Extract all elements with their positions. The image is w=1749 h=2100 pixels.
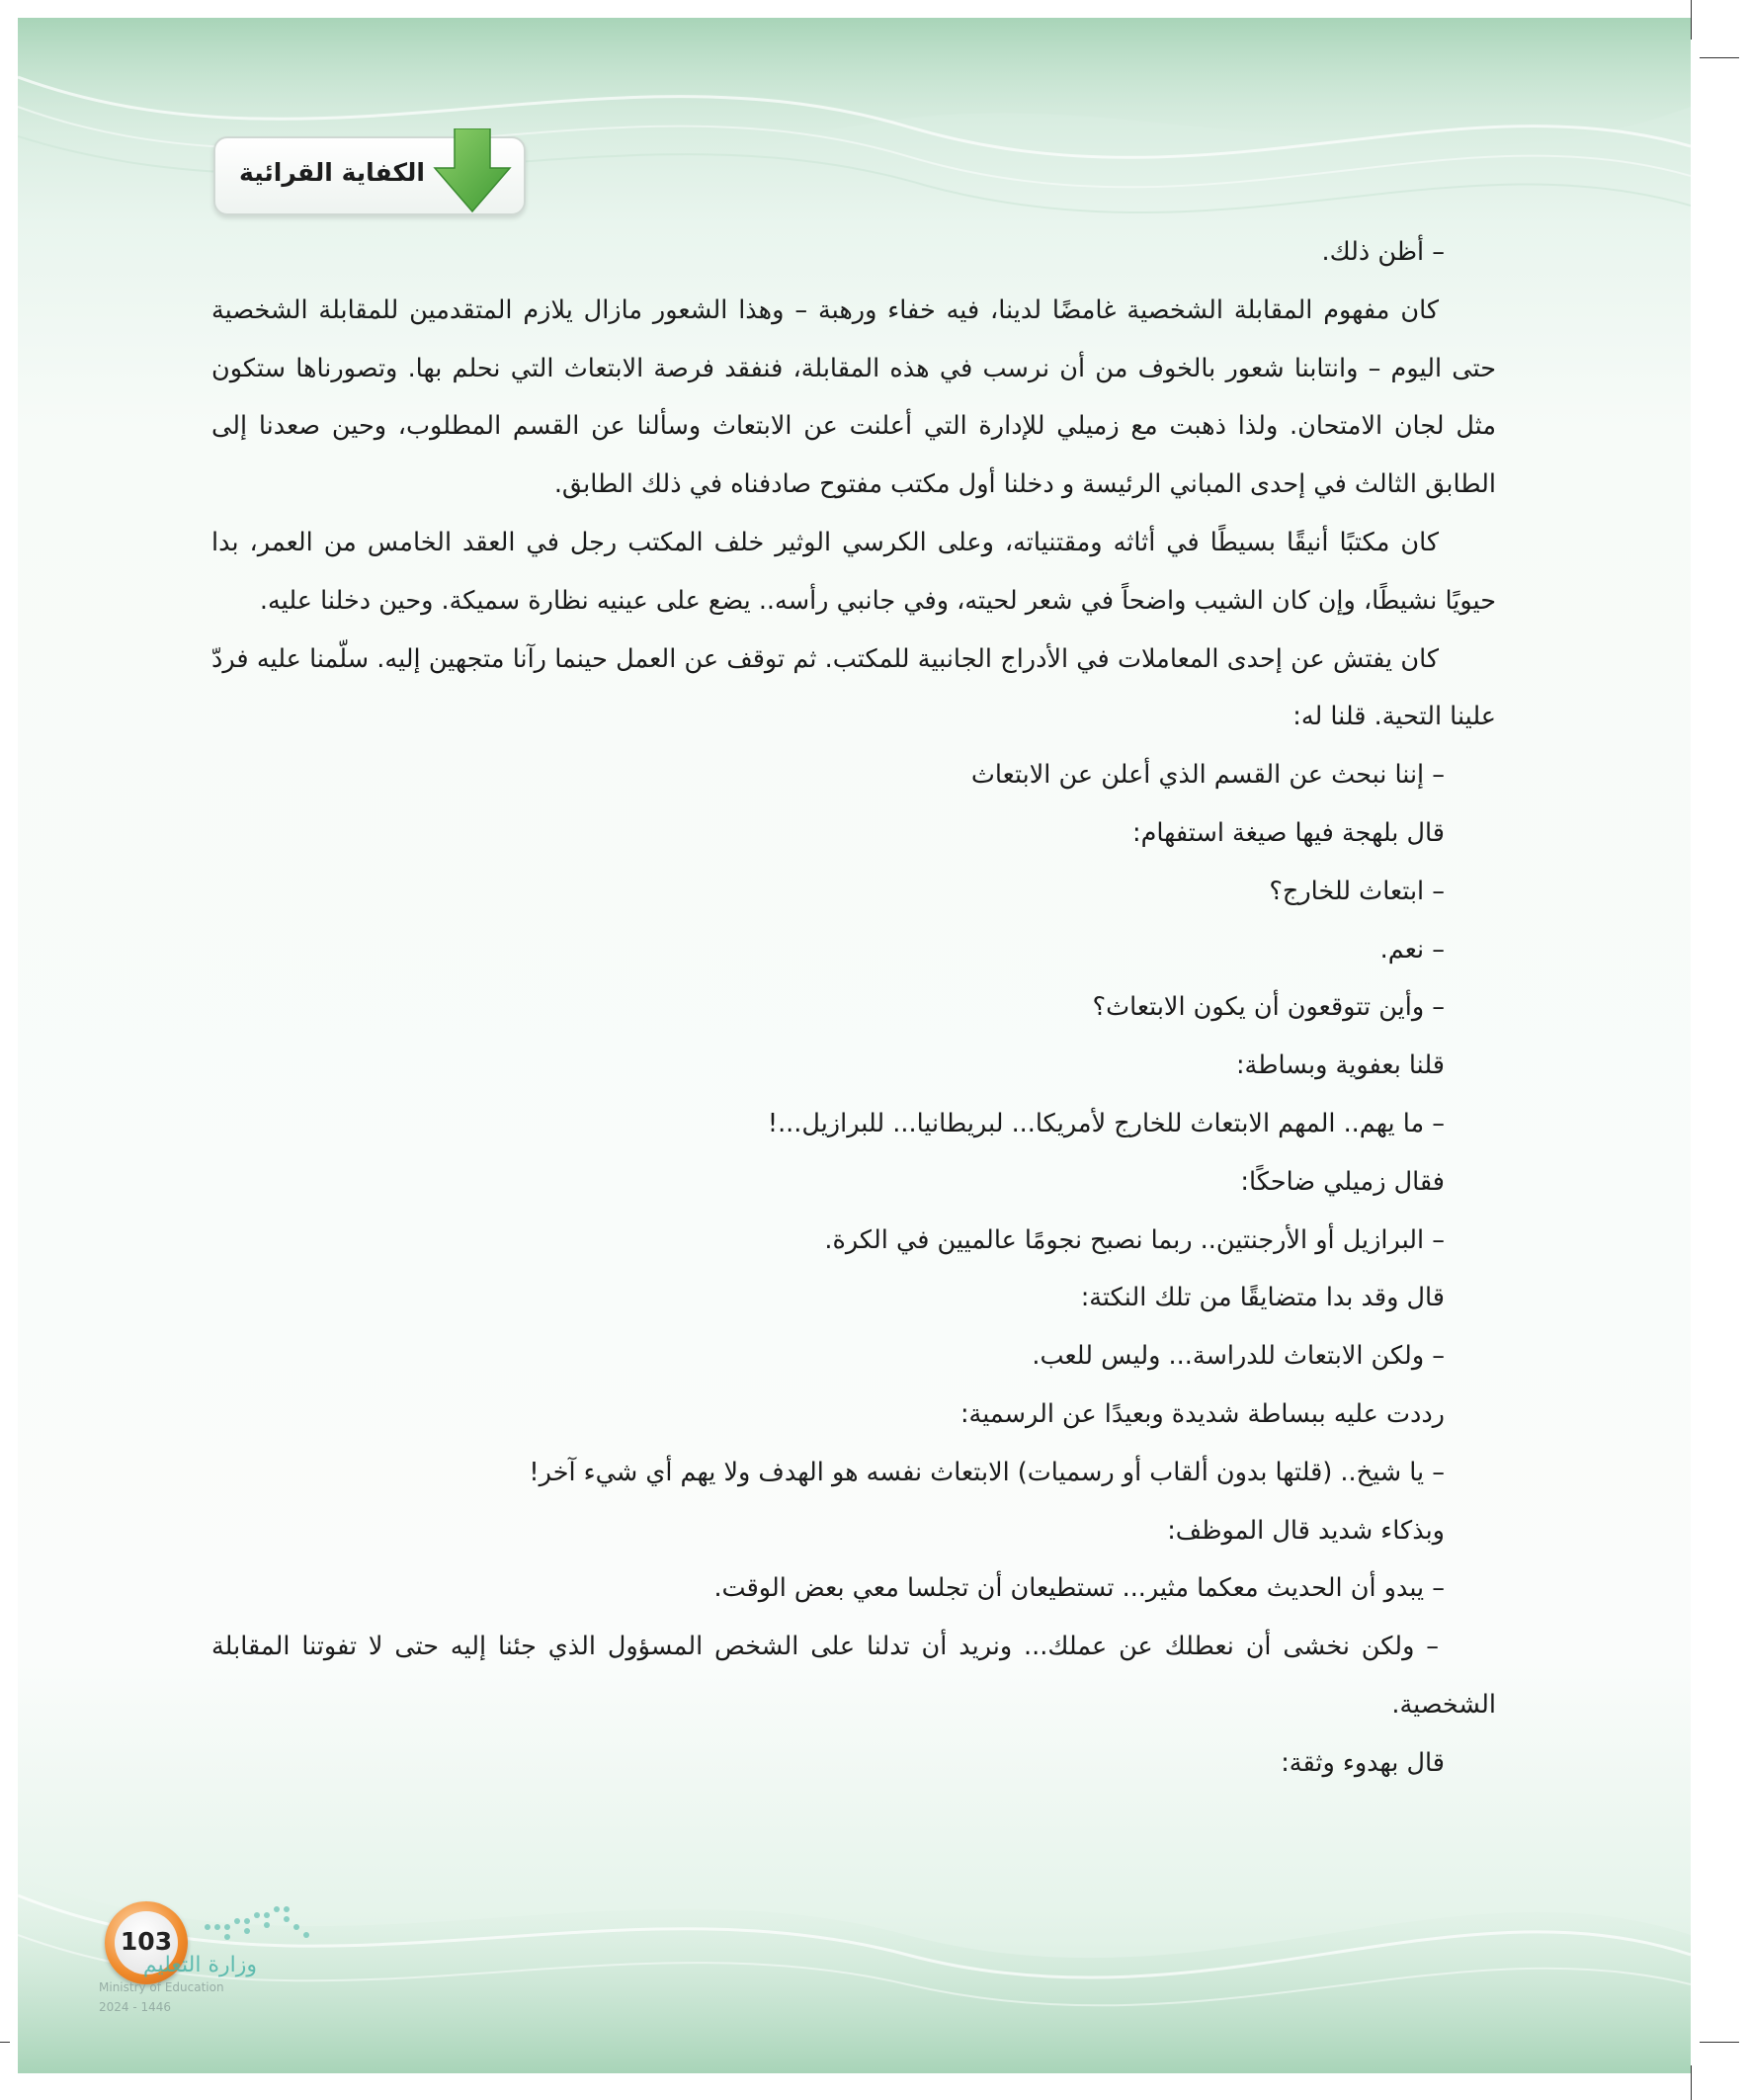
- down-arrow-icon: [433, 128, 512, 213]
- narration-line: قال وقد بدا متضايقًا من تلك النكتة:: [1080, 1283, 1445, 1313]
- dialogue-line: – يا شيخ.. (قلتها بدون ألقاب أو رسميات) الابتعاث نفسه هو الهدف ولا يهم أي شيء آخر!: [529, 1457, 1445, 1487]
- body-paragraph: كان مكتبًا أنيقًا بسيطًا في أثاثه ومقتنياته، وعلى الكرسي الوثير خلف المكتب رجل في العقد الخامس من العمر، بدا حيويًا نشيطًا، وإن كان الشيب واضحاً في شعر لحيته، وفي جانبي رأسه.. يضع على عينيه نظارة سميكة. وحين دخلنا عليه.: [211, 527, 1496, 616]
- dialogue-line: – نعم.: [1379, 934, 1445, 965]
- ministry-name-arabic: وزارة التعليم: [142, 1953, 257, 1977]
- dialogue-line: – البرازيل أو الأرجنتين.. ربما نصبح نجومًا عالميين في الكرة.: [824, 1224, 1445, 1255]
- dialogue-line: – وأين تتوقعون أن يكون الابتعاث؟: [1092, 992, 1445, 1023]
- crop-mark: [1700, 2042, 1739, 2043]
- dialogue-line: – يبدو أن الحديث معكما مثير... تستطيعان أن تجلسا معي بعض الوقت.: [713, 1573, 1445, 1604]
- narration-line: قلنا بعفوية وبساطة:: [1235, 1050, 1445, 1081]
- dialogue-line: – ولكن نخشى أن نعطلك عن عملك... ونريد أن تدلنا على الشخص المسؤول الذي جئنا إليه حتى لا تفوتنا المقابلة الشخصية.: [211, 1632, 1496, 1720]
- crop-mark: [1700, 57, 1739, 58]
- crop-mark: [1691, 2065, 1692, 2100]
- body-paragraph: كان يفتش عن إحدى المعاملات في الأدراج الجانبية للمكتب. ثم توقف عن العمل حينما رآنا متجهين إليه. سلّمنا عليه فردّ علينا التحية. قلنا له:: [211, 643, 1496, 732]
- dialogue-line: – ولكن الابتعاث للدراسة... وليس للعب.: [1032, 1341, 1445, 1372]
- ministry-year: 2024 - 1446: [99, 2000, 172, 2014]
- dialogue-line: – ابتعاث للخارج؟: [1269, 876, 1445, 906]
- page-number: 103: [120, 1927, 173, 1956]
- body-paragraph: كان مفهوم المقابلة الشخصية غامضًا لدينا، فيه خفاء ورهبة – وهذا الشعور مازال يلازم المتقدمين للمقابلة الشخصية حتى اليوم – وانتابنا شعور بالخوف من أن نرسب في هذه المقابلة، فنفقد فرصة الابتعاث التي نحلم بها. وتصورناها ستكون مثل لجان الامتحان. ولذا ذهبت مع زميلي للإدارة التي أعلنت عن الابتعاث وسألنا عن القسم المطلوب، وحين صعدنا إلى الطابق الثالث في إحدى المباني الرئيسة و دخلنا أول مكتب مفتوح صادفناه في ذلك الطابق.: [211, 294, 1496, 500]
- crop-mark: [0, 2042, 10, 2043]
- narration-line: وبذكاء شديد قال الموظف:: [1167, 1515, 1445, 1546]
- narration-line: قال بلهجة فيها صيغة استفهام:: [1131, 817, 1445, 848]
- section-title: الكفاية القرائية: [239, 158, 425, 187]
- narration-line: فقال زميلي ضاحكًا:: [1240, 1166, 1445, 1197]
- story-text: [211, 223, 1496, 1793]
- dialogue-line: – إننا نبحث عن القسم الذي أعلن عن الابتعاث: [970, 760, 1445, 791]
- narration-line: قال بهدوء وثقة:: [1281, 1747, 1445, 1778]
- narration-line: رددت عليه ببساطة شديدة وبعيدًا عن الرسمية:: [959, 1398, 1445, 1429]
- crop-mark: [1691, 0, 1692, 40]
- dialogue-line: – ما يهم.. المهم الابتعاث للخارج لأمريكا... لبريطانيا... للبرازيل...!: [767, 1108, 1445, 1138]
- dialogue-line: – أظن ذلك.: [1321, 237, 1445, 267]
- ministry-name-english: Ministry of Education: [99, 1980, 224, 1994]
